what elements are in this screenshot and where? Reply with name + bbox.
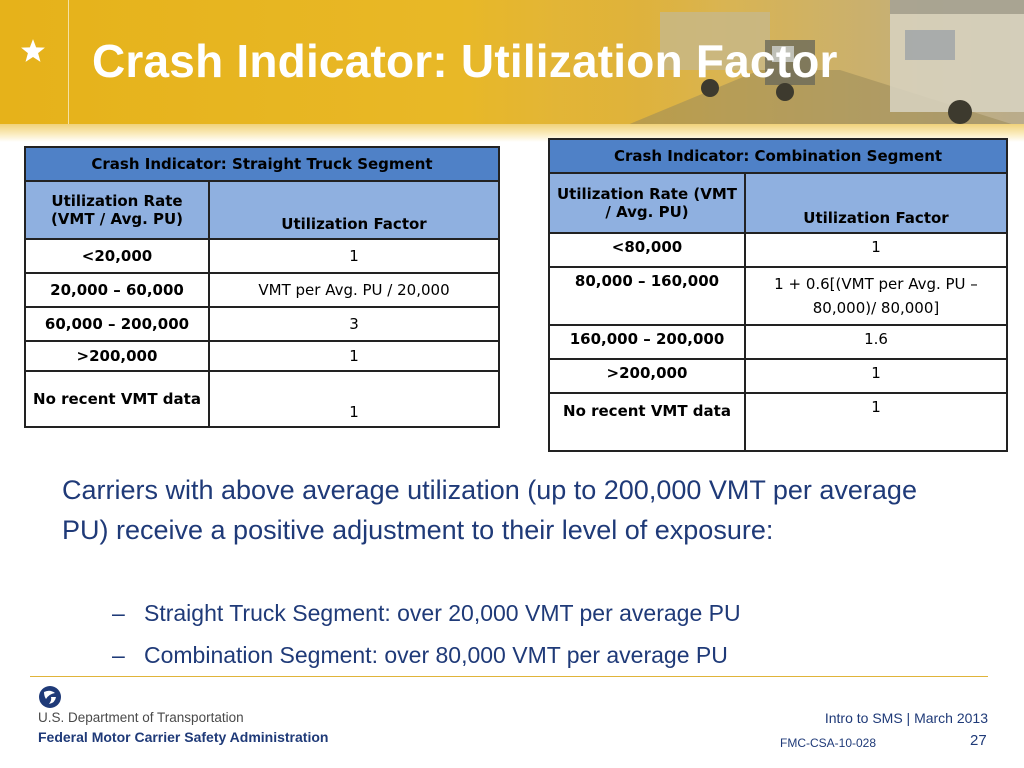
rate-cell: <80,000	[549, 233, 745, 267]
factor-cell: 1.6	[745, 325, 1007, 359]
table-row	[549, 233, 1007, 267]
factor-cell: 1 + 0.6[(VMT per Avg. PU – 80,000)/ 80,000]	[745, 267, 1007, 325]
table-row	[549, 325, 1007, 359]
factor-cell: 1	[209, 371, 499, 427]
rate-cell: >200,000	[549, 359, 745, 393]
rate-cell: <20,000	[25, 239, 209, 273]
dot-logo-icon	[38, 685, 62, 709]
factor-cell: 1	[745, 233, 1007, 267]
table-title: Crash Indicator: Combination Segment	[549, 139, 1007, 173]
rate-cell: 80,000 – 160,000	[549, 267, 745, 325]
bullet-item	[112, 640, 728, 670]
table-row	[25, 371, 499, 427]
table-row	[549, 393, 1007, 451]
factor-cell: 1	[209, 239, 499, 273]
col-header-factor: Utilization Factor	[745, 173, 1007, 233]
table-title: Crash Indicator: Straight Truck Segment	[25, 147, 499, 181]
footer-divider	[30, 676, 988, 677]
col-header-factor: Utilization Factor	[209, 181, 499, 239]
bullet-item	[112, 598, 741, 628]
col-header-rate: Utilization Rate (VMT / Avg. PU)	[549, 173, 745, 233]
rate-cell: 60,000 – 200,000	[25, 307, 209, 341]
agency-name: Federal Motor Carrier Safety Administration	[38, 729, 329, 745]
page-number: 27	[970, 732, 987, 749]
table-row	[549, 267, 1007, 325]
bullet-text: Combination Segment: over 80,000 VMT per average PU	[144, 642, 728, 668]
rate-cell: 20,000 – 60,000	[25, 273, 209, 307]
table-row	[25, 307, 499, 341]
bullet-text: Straight Truck Segment: over 20,000 VMT per average PU	[144, 600, 741, 626]
straight-truck-table	[24, 146, 500, 428]
factor-cell: 1	[745, 393, 1007, 451]
combination-table	[548, 138, 1008, 452]
factor-cell: 3	[209, 307, 499, 341]
factor-cell: VMT per Avg. PU / 20,000	[209, 273, 499, 307]
table-row	[25, 239, 499, 273]
table-row	[549, 359, 1007, 393]
table-row	[25, 341, 499, 371]
header-banner	[0, 0, 1024, 128]
bullet-marker: –	[112, 642, 125, 668]
factor-cell: 1	[209, 341, 499, 371]
department-name: U.S. Department of Transportation	[38, 710, 244, 725]
star-icon	[20, 38, 46, 64]
rate-cell: No recent VMT data	[25, 371, 209, 427]
rate-cell: >200,000	[25, 341, 209, 371]
rate-cell: 160,000 – 200,000	[549, 325, 745, 359]
bullet-marker: –	[112, 600, 125, 626]
factor-cell: 1	[745, 359, 1007, 393]
page-title: Crash Indicator: Utilization Factor	[92, 35, 838, 87]
body-paragraph: Carriers with above average utilization (up to 200,000 VMT per average PU) receive a positive adjustment to their level of exposure:	[62, 475, 917, 545]
star-box	[0, 0, 69, 128]
presentation-info: Intro to SMS | March 2013	[824, 710, 988, 726]
rate-cell: No recent VMT data	[549, 393, 745, 451]
document-code: FMC-CSA-10-028	[780, 736, 877, 750]
table-row	[25, 273, 499, 307]
col-header-rate: Utilization Rate (VMT / Avg. PU)	[25, 181, 209, 239]
